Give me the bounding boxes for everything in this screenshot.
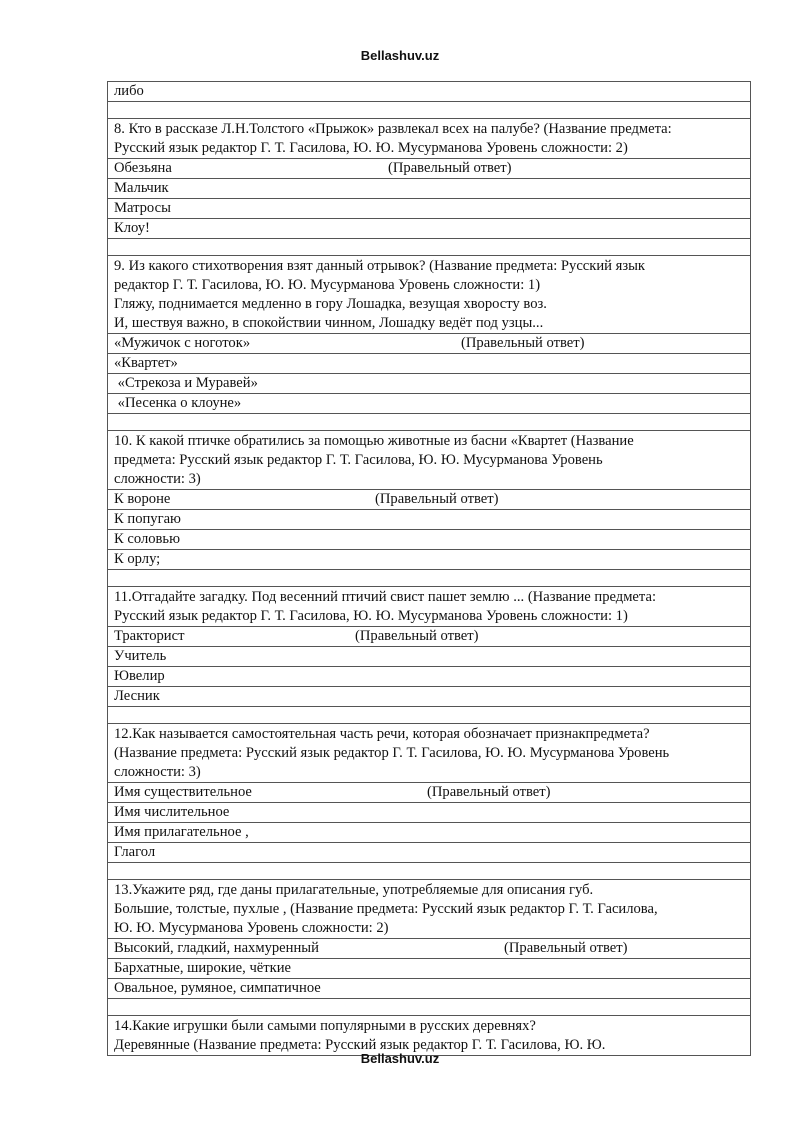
- option-text: Глагол: [114, 844, 156, 860]
- option-row: [107, 939, 751, 959]
- question-text: И, шествуя важно, в спокойствии чинном, Лошадку ведёт под узцы...: [114, 315, 544, 331]
- question-13: [107, 880, 751, 939]
- question-14: [107, 1016, 751, 1056]
- option-text: Тракторист: [114, 628, 185, 644]
- option-text: либо: [114, 83, 144, 99]
- option-row: [107, 219, 751, 239]
- option-text: «Мужичок с ноготок»: [114, 335, 251, 351]
- question-table: [107, 81, 751, 1056]
- correct-answer-mark: (Правельный ответ): [375, 491, 499, 507]
- option-text: Овальное, румяное, симпатичное: [114, 980, 321, 996]
- option-row: [107, 354, 751, 374]
- question-text: предмета: Русский язык редактор Г. Т. Гасилова, Ю. Ю. Мусурманова Уровень: [114, 452, 603, 468]
- question-text: 8. Кто в рассказе Л.Н.Толстого «Прыжок» развлекал всех на палубе? (Название предмета:: [114, 121, 672, 137]
- option-text: Высокий, гладкий, нахмуренный: [114, 940, 319, 956]
- option-text: К попугаю: [114, 511, 181, 527]
- question-10: [107, 431, 751, 490]
- option-text: Имя числительное: [114, 804, 230, 820]
- question-text: Русский язык редактор Г. Т. Гасилова, Ю. Ю. Мусурманова Уровень сложности: 1): [114, 608, 628, 624]
- option-text: К вороне: [114, 491, 171, 507]
- correct-answer-mark: (Правельный ответ): [355, 628, 479, 644]
- option-row: [107, 490, 751, 510]
- option-row: [107, 199, 751, 219]
- question-text: (Название предмета: Русский язык редактор Г. Т. Гасилова, Ю. Ю. Мусурманова Уровень: [114, 745, 670, 761]
- question-text: Гляжу, поднимается медленно в гору Лошадка, везущая хворосту воз.: [114, 296, 547, 312]
- option-text: Бархатные, широкие, чёткие: [114, 960, 292, 976]
- option-text: Лесник: [114, 688, 160, 704]
- question-9: [107, 256, 751, 334]
- site-header: Bellashuv.uz: [360, 48, 440, 63]
- question-text: 14.Какие игрушки были самыми популярными в русских деревнях?: [114, 1018, 536, 1034]
- option-row: [107, 627, 751, 647]
- question-text: 13.Укажите ряд, где даны прилагательные, употребляемые для описания губ.: [114, 882, 594, 898]
- option-text: Мальчик: [114, 180, 169, 196]
- option-row: [107, 394, 751, 414]
- option-text: Обезьяна: [114, 160, 172, 176]
- spacer-row: [107, 863, 751, 880]
- question-text: сложности: 3): [114, 471, 201, 487]
- question-12: [107, 724, 751, 783]
- option-row: [107, 843, 751, 863]
- option-row: [107, 959, 751, 979]
- option-row: [107, 647, 751, 667]
- question-11: [107, 587, 751, 627]
- option-text: Имя существительное: [114, 784, 252, 800]
- option-row: [107, 550, 751, 570]
- question-text: сложности: 3): [114, 764, 201, 780]
- spacer-row: [107, 414, 751, 431]
- question-text: Большие, толстые, пухлые , (Название предмета: Русский язык редактор Г. Т. Гасилова,: [114, 901, 658, 917]
- option-row: [107, 667, 751, 687]
- option-text: Ювелир: [114, 668, 165, 684]
- option-text: К соловью: [114, 531, 180, 547]
- option-row: [107, 179, 751, 199]
- question-text: 11.Отгадайте загадку. Под весенний птичий свист пашет землю ... (Название предмета:: [114, 589, 656, 605]
- option-row: [107, 823, 751, 843]
- option-text: «Стрекоза и Муравей»: [114, 375, 258, 391]
- option-row: [107, 687, 751, 707]
- option-text: Матросы: [114, 200, 171, 216]
- correct-answer-mark: (Правельный ответ): [427, 784, 551, 800]
- option-row: [107, 159, 751, 179]
- question-text: Ю. Ю. Мусурманова Уровень сложности: 2): [114, 920, 389, 936]
- option-row: [107, 979, 751, 999]
- spacer-row: [107, 999, 751, 1016]
- option-row: [107, 334, 751, 354]
- question-text: Русский язык редактор Г. Т. Гасилова, Ю. Ю. Мусурманова Уровень сложности: 2): [114, 140, 628, 156]
- option-text: Учитель: [114, 648, 167, 664]
- question-text: Деревянные (Название предмета: Русский язык редактор Г. Т. Гасилова, Ю. Ю.: [114, 1037, 606, 1053]
- option-row: [107, 783, 751, 803]
- spacer-row: [107, 239, 751, 256]
- option-row: [107, 510, 751, 530]
- question-text: редактор Г. Т. Гасилова, Ю. Ю. Мусурманова Уровень сложности: 1): [114, 277, 541, 293]
- correct-answer-mark: (Правельный ответ): [461, 335, 585, 351]
- spacer-row: [107, 707, 751, 724]
- option-row: [107, 82, 751, 102]
- question-8: [107, 119, 751, 159]
- correct-answer-mark: (Правельный ответ): [504, 940, 628, 956]
- spacer-row: [107, 570, 751, 587]
- option-text: Имя прилагательное ,: [114, 824, 249, 840]
- option-text: К орлу;: [114, 551, 161, 567]
- spacer-row: [107, 102, 751, 119]
- option-row: [107, 374, 751, 394]
- option-text: «Песенка о клоуне»: [114, 395, 242, 411]
- option-text: Клоу!: [114, 220, 150, 236]
- question-text: 12.Как называется самостоятельная часть речи, которая обозначает признакпредмета?: [114, 726, 650, 742]
- question-text: 10. К какой птичке обратились за помощью животные из басни «Квартет (Название: [114, 433, 634, 449]
- correct-answer-mark: (Правельный ответ): [388, 160, 512, 176]
- question-text: 9. Из какого стихотворения взят данный отрывок? (Название предмета: Русский язык: [114, 258, 646, 274]
- site-footer: Bellashuv.uz: [360, 1051, 440, 1066]
- option-row: [107, 803, 751, 823]
- option-text: «Квартет»: [114, 355, 178, 371]
- option-row: [107, 530, 751, 550]
